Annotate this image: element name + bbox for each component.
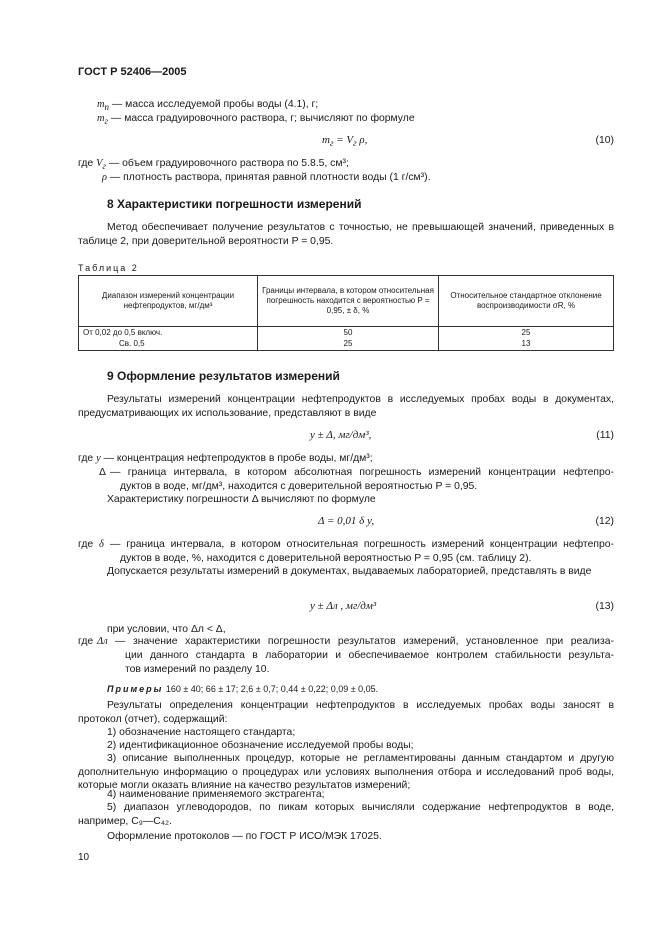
def-rho [102,171,430,185]
def-mn-sub: n [104,102,110,113]
table-2-caption: Таблица 2 [78,263,139,273]
eq10-lhs-sub: г [329,138,334,149]
equation-10-number: (10) [595,135,614,146]
def-l-line1: — значение характеристики погрешности результатов измерений, установленное при реализа- [115,636,614,647]
section-9-para3: Допускается результаты измерений в документах, выдаваемых лабораторией, представлять в виде [107,566,592,577]
def-mn-symbol: m [97,99,105,110]
eq10-mid-sub: г [353,138,357,149]
table-2 [78,275,614,351]
def-mg-sub: г [104,116,109,127]
examples-label: Примеры [107,684,164,694]
equation-12-number: (12) [595,516,614,527]
table-header-cell: Границы интервала, в котором относительная погрешность находится с вероятностью P = 0,95, ± δ, % [258,276,439,327]
def-l-line3: тов измерений по разделу 10. [125,664,270,675]
section-8-title: 8 Характеристики погрешности измерений [107,197,362,211]
final-line: Оформление протоколов — по ГОСТ Р ИСО/МЭК 17025. [107,831,382,842]
table-cell-sigma-1: 25 [521,328,531,337]
table-cell-delta-2: 25 [343,339,353,348]
list-item: 3) описание выполненных процедур, которые не регламентированы данным стандартом и другую дополнительную информацию о процедурах или условиях выполнения отбора и исследований проб воды, которые могли оказать влияние на качество результатов измерений; [78,753,614,791]
equation-13: y ± Δл , мг/дм³ [310,600,377,612]
def-y [78,452,373,466]
equation-11-number: (11) [596,430,614,441]
page-number: 10 [78,852,90,863]
def-mg-text: — масса градуировочного раствора, г; вычисляют по формуле [110,113,415,124]
list-item: 5) диапазон углеводородов, по пикам которых вычисляли содержание нефтепродуктов в воде, например, C₉—C₄₂. [78,802,614,827]
def-l-symbol: Δл [97,636,108,647]
def-v-text: — объем градуировочного раствора по 5.8.5, см³; [108,158,349,169]
table-cell-range-2: Св. 0,5 [119,339,145,348]
def-mg [97,112,415,129]
table-header-cell: Относительное стандартное отклонение воспроизводимости σR, % [439,276,614,327]
def-y-symbol: y [96,453,101,464]
document-header: ГОСТ Р 52406—2005 [78,66,187,78]
def-mn-text: — масса исследуемой пробы воды (4.1), г; [111,99,319,110]
section-9-title: 9 Оформление результатов измерений [107,369,340,383]
table-cell-sigma [439,327,614,351]
table-cell-delta [258,327,439,351]
table-row [79,327,614,351]
examples [107,683,378,697]
table-cell-delta-1: 50 [343,328,353,337]
equation-11: y ± Δ, мг/дм³, [310,429,372,441]
def-l-line2: ции данного стандарта в лаборатории и обеспечиваемое контролем стабильности результа- [125,650,614,661]
section-9-para1: Результаты измерений концентрации нефтепродуктов в исследуемых пробах воды в документах, предусматривающих их использование, представляют в виде [78,394,614,419]
def-d-where: где [78,539,94,550]
def-rho-text: — плотность раствора, принятая равной плотности воды (1 г/см³). [109,172,431,183]
table-cell-range-1: От 0,02 до 0,5 включ. [83,328,163,337]
def-d-line1: — граница интервала, в котором относительная погрешность измерений концентрации нефтепро- [110,539,614,550]
def-mg-symbol: m [97,113,105,124]
equation-12: Δ = 0,01 δ y, [318,515,375,527]
def-d-symbol: δ [99,539,104,550]
table-cell-range [79,327,258,351]
list-item: 1) обозначение настоящего стандарта; [107,727,296,738]
def-delta-symbol: Δ [99,467,106,478]
where-label: где [78,453,94,464]
eq10-mid: = V [333,134,354,146]
equation-13-number: (13) [595,601,614,612]
def-v-sub: г [102,161,106,172]
def-v-symbol: V [96,158,103,169]
list-item: 2) идентификационное обозначение исследуемой пробы воды; [107,740,414,751]
def-rho-symbol: ρ [102,172,107,183]
table-header-cell: Диапазон измерений концентрации нефтепродуктов, мг/дм³ [79,276,258,327]
condition-text: при условии, что Δл < Δ, [107,624,226,635]
list-item: 4) наименование применяемого экстрагента; [107,789,325,800]
examples-text: 160 ± 40; 66 ± 17; 2,6 ± 0,7; 0,44 ± 0,22; 0,09 ± 0,05. [165,684,379,694]
equation-10 [322,134,367,151]
section-9-para4: Результаты определения концентрации нефтепродуктов в исследуемых пробах воды заносят в протокол (отчет), содержащий: [78,700,614,725]
def-y-text: — концентрация нефтепродуктов в пробе воды, мг/дм³; [103,453,373,464]
def-l-where: где [78,636,94,647]
eq10-rhs: ρ, [356,134,368,146]
def-delta-line1: — граница интервала, в котором абсолютная погрешность измерений концентрации нефтепро- [110,467,614,478]
section-9-para2: Характеристику погрешности Δ вычисляют по формуле [107,494,376,505]
def-d-line2: дуктов в воде, %, находится с доверительной вероятностью P = 0,95 (см. таблицу 2). [120,553,532,564]
where-label: где [78,158,94,169]
section-8-para: Метод обеспечивает получение результатов с точностью, не превышающей значений, приведенных в таблице 2, при доверительной вероятности P = 0,95. [78,222,614,247]
table-header-row [79,276,614,327]
def-delta-line2: дуктов в воде, мг/дм³, находится с доверительной вероятностью P = 0,95. [120,481,478,492]
table-cell-sigma-2: 13 [521,339,531,348]
eq10-lhs: m [322,134,330,146]
